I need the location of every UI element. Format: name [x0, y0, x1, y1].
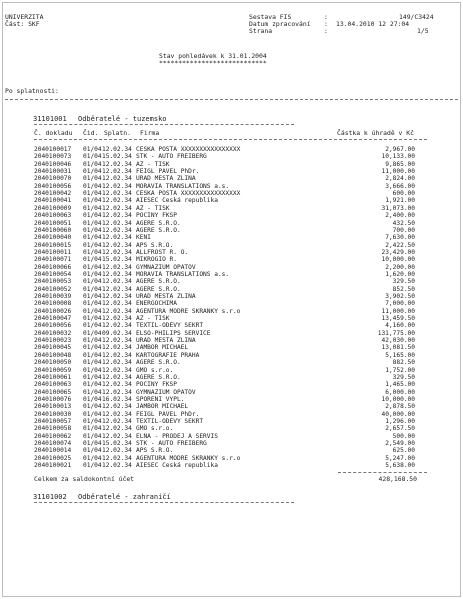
firm-name: TEXTIL-ODĚVY SEKRT: [136, 322, 204, 330]
doc-series: 01/04: [83, 204, 102, 212]
table-row: [3, 197, 460, 204]
amount-due: 2,967.00: [385, 146, 415, 153]
doc-series: 01/04: [83, 241, 102, 249]
amount-due: 3,902.50: [385, 293, 415, 300]
doc-series: 01/04: [83, 263, 102, 271]
document-number: 2040100023: [34, 337, 72, 345]
due-date: 12.02.34: [102, 432, 132, 440]
doc-series: 01/04: [83, 440, 102, 447]
account-name: Odběratelé - tuzemsko: [78, 115, 167, 123]
due-date: 15.02.34: [102, 256, 132, 264]
due-date: 12.02.34: [102, 381, 132, 389]
doc-series: 01/04: [83, 307, 102, 315]
amount-due: 42,030.00: [381, 337, 415, 345]
university-name: UNIVERZITA: [5, 13, 44, 21]
table-row: [3, 183, 460, 190]
amount-due: 1,620.00: [385, 270, 415, 278]
amount-due: 7,630.00: [385, 234, 415, 242]
firm-name: AGERE S.R.O.: [136, 373, 181, 381]
section-label: Po splatnosti:: [5, 87, 59, 95]
column-header-number: Č. dokladu: [34, 129, 73, 137]
due-date: 12.02.34: [102, 388, 132, 396]
firm-name: ELSO-PHILIPS SERVICE: [136, 329, 211, 337]
header-colon: :: [324, 27, 328, 35]
due-date: 12.02.34: [102, 241, 132, 249]
firm-name: SPOŘENÍ VYPL.: [136, 395, 185, 403]
doc-series: 01/04: [83, 168, 102, 176]
firm-name: GYMNÁZIUM OPATOV: [136, 263, 196, 271]
due-date: 12.02.34: [102, 337, 132, 345]
report-title-underline: ****************************: [159, 59, 267, 67]
doc-series: 01/04: [83, 300, 102, 308]
doc-series: 01/04: [83, 462, 102, 470]
amount-due: 500.00: [392, 432, 415, 440]
divider: [338, 472, 427, 473]
document-number: 2040100073: [34, 153, 72, 161]
firm-name: MORAVIA TRANSLATIONS a.s.: [136, 182, 230, 190]
table-row: [3, 205, 460, 212]
due-date: 12.02.34: [102, 454, 132, 462]
divider: [5, 99, 458, 100]
table-row: [3, 367, 460, 374]
table-row: [3, 330, 460, 337]
amount-due: 13,081.50: [381, 344, 415, 352]
amount-due: 6,000.00: [385, 388, 415, 396]
amount-due: 31,073.00: [381, 204, 415, 212]
due-date: 12.02.34: [102, 410, 132, 418]
amount-due: 13,459.50: [381, 315, 415, 323]
table-row: [3, 190, 460, 197]
table-row: [3, 300, 460, 307]
due-date: 12.02.34: [102, 462, 132, 470]
firm-name: KENI: [136, 234, 151, 242]
firm-name: AGERE S.R.O.: [136, 219, 181, 227]
document-number: 2040100057: [34, 417, 72, 425]
firm-name: AGENTURA MODRÉ SKRÁNKY s.r.o: [136, 307, 241, 315]
amount-due: 5,638.00: [385, 462, 415, 470]
document-number: 2040100076: [34, 395, 72, 403]
firm-name: AIESEC Česká republika: [136, 462, 218, 470]
table-row: [3, 234, 460, 241]
document-number: 2040100011: [34, 248, 72, 256]
column-header-amount: Částka k úhradě v Kč: [337, 129, 414, 137]
due-date: 12.02.34: [102, 219, 132, 227]
column-header-due: Splatn.: [104, 129, 131, 137]
document-number: 2040100071: [34, 256, 72, 264]
firm-name: ÚŘAD MĚSTA ZLÍNA: [136, 293, 196, 300]
amount-due: 10,133.00: [381, 153, 415, 161]
document-number: 2040100060: [34, 226, 72, 234]
document-number: 2040100065: [34, 388, 72, 396]
due-date: 12.02.34: [102, 285, 132, 293]
due-date: 12.02.34: [102, 300, 132, 308]
document-number: 2040100045: [34, 344, 72, 352]
document-number: 2040100014: [34, 447, 72, 455]
doc-series: 01/04: [83, 212, 102, 220]
document-number: 2040100040: [34, 234, 72, 242]
table-row: [3, 227, 460, 234]
firm-name: GMO s.r.o.: [136, 366, 174, 374]
date-value: 13.04.2010 12 27:04: [336, 20, 410, 28]
table-row: [3, 168, 460, 175]
firm-name: KARTOGRAFIE PRAHA: [136, 351, 200, 359]
doc-series: 01/04: [83, 351, 102, 359]
firm-name: AGERE S.R.O.: [136, 285, 181, 293]
due-date: 12.02.34: [102, 278, 132, 286]
doc-series: 01/04: [83, 373, 102, 381]
doc-series: 01/04: [83, 146, 102, 153]
document-number: 2040100056: [34, 182, 72, 190]
firm-name: FEIGL PAVEL PhDr.: [136, 168, 200, 176]
amount-due: 2,824.00: [385, 175, 415, 183]
document-number: 2040100059: [34, 366, 72, 374]
doc-series: 01/04: [83, 337, 102, 345]
amount-due: 882.50: [392, 359, 415, 367]
account-name: Odběratelé - zahraničí: [78, 493, 171, 501]
firm-name: ALLFROST R. O.: [136, 248, 189, 256]
firm-name: AIESEC Česká republika: [136, 197, 218, 205]
amount-due: 1,752.00: [385, 366, 415, 374]
due-date: 12.02.34: [102, 366, 132, 374]
firm-name: MIKROGIO R.: [136, 256, 177, 264]
due-date: 12.02.34: [102, 403, 132, 411]
due-date: 12.02.34: [102, 351, 132, 359]
firm-name: AZ - TISK: [136, 160, 170, 168]
firm-name: ÚŘAD MĚSTA ZLÍNA: [136, 337, 196, 345]
amount-due: 3,666.00: [385, 182, 415, 190]
doc-series: 01/04: [83, 410, 102, 418]
doc-series: 01/04: [83, 344, 102, 352]
amount-due: 9,865.00: [385, 160, 415, 168]
due-date: 12.02.34: [102, 234, 132, 242]
firm-name: ÚŘAD MĚSTA ZLÍNA: [136, 175, 196, 183]
table-row: [3, 411, 460, 418]
due-date: 12.02.34: [102, 322, 132, 330]
doc-series: 01/04: [83, 366, 102, 374]
table-row: [3, 344, 460, 351]
amount-due: 1,296.00: [385, 417, 415, 425]
document-number: 2040100056: [34, 322, 72, 330]
due-date: 12.02.34: [102, 197, 132, 205]
doc-series: 01/04: [83, 256, 102, 264]
doc-series: 01/04: [83, 432, 102, 440]
table-row: [3, 352, 460, 359]
firm-name: ČESKÁ POŠTA XXXXXXXXXXXXXXXX: [136, 146, 241, 153]
doc-series: 01/04: [83, 175, 102, 183]
firm-name: ENERGOCHIMA: [136, 300, 177, 308]
document-number: 2040100030: [34, 410, 72, 418]
document-number: 2040100051: [34, 219, 72, 227]
table-row: [3, 359, 460, 366]
amount-due: 625.00: [392, 447, 415, 455]
document-number: 2040100021: [34, 462, 72, 470]
amount-due: 2,878.50: [385, 403, 415, 411]
table-row: [3, 462, 460, 469]
report-title: Stav pohledávek k 31.01.2004: [159, 52, 267, 60]
firm-name: AGERE S.R.O.: [136, 278, 181, 286]
due-date: 12.02.34: [102, 417, 132, 425]
due-date: 16.02.34: [102, 395, 132, 403]
table-row: [3, 403, 460, 410]
document-number: 2040100041: [34, 197, 72, 205]
doc-series: 01/04: [83, 248, 102, 256]
table-row: [3, 440, 460, 447]
table-row: [3, 425, 460, 432]
due-date: 12.02.34: [102, 190, 132, 198]
firm-name: FEIGL PAVEL PhDr.: [136, 410, 200, 418]
due-date: 12.02.34: [102, 204, 132, 212]
amount-due: 7,000.00: [385, 300, 415, 308]
firm-name: AZ - TISK: [136, 204, 170, 212]
document-number: 2040100070: [34, 175, 72, 183]
document-number: 2040100047: [34, 315, 72, 323]
firm-name: AZ - TISK: [136, 315, 170, 323]
firm-name: GMO s.r.o.: [136, 425, 174, 433]
table-row: [3, 220, 460, 227]
document-number: 2040100015: [34, 241, 72, 249]
doc-series: 01/04: [83, 388, 102, 396]
doc-series: 01/04: [83, 403, 102, 411]
document-number: 2040100046: [34, 160, 72, 168]
date-label: Datum zpracování: [249, 20, 311, 28]
firm-name: ELNA - PRODEJ A SERVIS: [136, 432, 218, 440]
firm-name: STK - AUTO FREIBERG: [136, 440, 207, 447]
table-row: [3, 175, 460, 182]
document-number: 2040100039: [34, 293, 72, 300]
table-row: [3, 389, 460, 396]
document-number: 2040100063: [34, 381, 72, 389]
table-row: [3, 286, 460, 293]
document-number: 2040100054: [34, 270, 72, 278]
page-label: Strana: [249, 27, 273, 35]
page-value: 1/5: [417, 27, 429, 35]
due-date: 12.02.34: [102, 307, 132, 315]
due-date: 12.02.34: [102, 373, 132, 381]
due-date: 12.02.34: [102, 226, 132, 234]
doc-series: 01/04: [83, 160, 102, 168]
due-date: 12.02.34: [102, 293, 132, 300]
column-header-firm: Firma: [140, 129, 160, 137]
amount-due: 11,000.00: [381, 307, 415, 315]
doc-series: 01/04: [83, 447, 102, 455]
due-date: 12.02.34: [102, 248, 132, 256]
firm-name: MORAVIA TRANSLATIONS a.s.: [136, 270, 230, 278]
document-number: 2040100048: [34, 351, 72, 359]
doc-series: 01/04: [83, 454, 102, 462]
doc-series: 01/04: [83, 278, 102, 286]
table-row: [3, 433, 460, 440]
table-row: [3, 278, 460, 285]
table-row: [3, 271, 460, 278]
table-row: [3, 249, 460, 256]
amount-due: 131,775.00: [377, 329, 415, 337]
amount-due: 10,000.00: [381, 395, 415, 403]
part-label: Část: SKF: [5, 20, 40, 28]
table-row: [3, 161, 460, 168]
divider: [34, 124, 294, 125]
due-date: 12.02.34: [102, 425, 132, 433]
amount-due: 2,657.50: [385, 425, 415, 433]
due-date: 12.02.34: [102, 175, 132, 183]
total-value: 428,168.50: [378, 475, 417, 483]
doc-series: 01/04: [83, 234, 102, 242]
firm-name: TEXTIL-ODĚVY SEKRT: [136, 417, 204, 425]
doc-series: 01/04: [83, 315, 102, 323]
account-code: 31101002: [33, 493, 67, 501]
table-row: [3, 447, 460, 454]
firm-name: APS S.R.O.: [136, 241, 174, 249]
amount-due: 329.50: [392, 373, 415, 381]
doc-series: 01/04: [83, 425, 102, 433]
doc-series: 01/04: [83, 322, 102, 330]
due-date: 12.02.34: [102, 146, 132, 153]
header-colon: :: [324, 20, 328, 28]
table-row: [3, 381, 460, 388]
doc-series: 01/04: [83, 197, 102, 205]
firm-name: STK - AUTO FREIBERG: [136, 153, 207, 161]
doc-series: 01/04: [83, 285, 102, 293]
doc-series: 01/04: [83, 381, 102, 389]
document-number: 2040100026: [34, 307, 72, 315]
firm-name: ČESKÁ POŠTA XXXXXXXXXXXXXXXX: [136, 190, 241, 198]
due-date: 15.02.34: [102, 440, 132, 447]
amount-due: 2,400.00: [385, 212, 415, 220]
report-id-label: Sestava FIS: [249, 13, 292, 21]
firm-name: AGERE S.R.O.: [136, 359, 181, 367]
due-date: 12.02.34: [102, 168, 132, 176]
document-number: 2040100061: [34, 373, 72, 381]
header-colon: :: [324, 13, 328, 21]
firm-name: APS S.R.O.: [136, 447, 174, 455]
amount-due: 329.50: [392, 278, 415, 286]
table-row: [3, 146, 460, 153]
amount-due: 10,000.00: [381, 256, 415, 264]
document-number: 2040100066: [34, 263, 72, 271]
amount-due: 2,200.00: [385, 263, 415, 271]
amount-due: 700.00: [392, 226, 415, 234]
amount-due: 4,160.00: [385, 322, 415, 330]
firm-name: AGERE S.R.O.: [136, 226, 181, 234]
document-number: 2040100031: [34, 168, 72, 176]
firm-name: JAMBOR MICHAEL: [136, 403, 189, 411]
document-number: 2040100062: [34, 432, 72, 440]
due-date: 12.02.34: [102, 315, 132, 323]
document-number: 2040100009: [34, 204, 72, 212]
amount-due: 11,000.00: [381, 168, 415, 176]
doc-series: 01/04: [83, 329, 102, 337]
doc-series: 01/04: [83, 395, 102, 403]
firm-name: JAMBOR MICHAEL: [136, 344, 189, 352]
table-row: [3, 337, 460, 344]
doc-series: 01/04: [83, 153, 102, 161]
divider: [34, 139, 427, 140]
doc-series: 01/04: [83, 182, 102, 190]
doc-series: 01/04: [83, 219, 102, 227]
report-page: [2, 2, 461, 597]
amount-due: 2,422.50: [385, 241, 415, 249]
firm-name: AGENTURA MODRÉ SKRÁNKY s.r.o: [136, 454, 241, 462]
document-number: 2040100017: [34, 146, 72, 153]
doc-series: 01/04: [83, 417, 102, 425]
document-number: 2040100008: [34, 300, 72, 308]
doc-series: 01/04: [83, 359, 102, 367]
total-label: Celkem za saldokontní účet: [34, 475, 135, 483]
firm-name: GYMNÁZIUM OPATOV: [136, 388, 196, 396]
document-number: 2040100053: [34, 278, 72, 286]
table-row: [3, 315, 460, 322]
document-number: 2040100050: [34, 359, 72, 367]
amount-due: 600.00: [392, 190, 415, 198]
doc-series: 01/04: [83, 270, 102, 278]
table-row: [3, 322, 460, 329]
amount-due: 23,429.00: [381, 248, 415, 256]
doc-series: 01/04: [83, 226, 102, 234]
due-date: 12.02.34: [102, 344, 132, 352]
amount-due: 1,921.00: [385, 197, 415, 205]
column-header-cis: Čid.: [83, 129, 99, 137]
table-row: [3, 153, 460, 160]
table-row: [3, 212, 460, 219]
table-row: [3, 455, 460, 462]
table-row: [3, 374, 460, 381]
document-number: 2040100042: [34, 190, 72, 198]
document-number: 2040100025: [34, 454, 72, 462]
document-number: 2040100074: [34, 440, 72, 447]
divider: [34, 502, 294, 503]
table-row: [3, 418, 460, 425]
table-row: [3, 396, 460, 403]
document-number: 2040100052: [34, 285, 72, 293]
amount-due: 432.50: [392, 219, 415, 227]
due-date: 12.02.34: [102, 447, 132, 455]
firm-name: POČÍNY FKSP: [136, 212, 177, 220]
due-date: 09.02.34: [102, 329, 132, 337]
report-id-value: 149/C3424: [399, 13, 434, 21]
due-date: 12.02.34: [102, 263, 132, 271]
table-row: [3, 256, 460, 263]
due-date: 12.02.34: [102, 270, 132, 278]
firm-name: POČÍNY FKSP: [136, 381, 177, 389]
doc-series: 01/04: [83, 190, 102, 198]
due-date: 12.02.34: [102, 359, 132, 367]
table-row: [3, 242, 460, 249]
due-date: 12.02.34: [102, 182, 132, 190]
amount-due: 1,465.00: [385, 381, 415, 389]
due-date: 15.02.34: [102, 153, 132, 161]
document-number: 2040100063: [34, 212, 72, 220]
doc-series: 01/04: [83, 293, 102, 300]
document-number: 2040100032: [34, 329, 72, 337]
table-row: [3, 264, 460, 271]
document-number: 2040100058: [34, 425, 72, 433]
amount-due: 2,549.00: [385, 440, 415, 447]
amount-due: 40,000.00: [381, 410, 415, 418]
table-row: [3, 308, 460, 315]
due-date: 12.02.34: [102, 160, 132, 168]
amount-due: 852.50: [392, 285, 415, 293]
document-number: 2040100013: [34, 403, 72, 411]
due-date: 12.02.34: [102, 212, 132, 220]
account-code: 31101001: [33, 115, 67, 123]
table-row: [3, 293, 460, 300]
amount-due: 5,247.00: [385, 454, 415, 462]
amount-due: 5,165.00: [385, 351, 415, 359]
